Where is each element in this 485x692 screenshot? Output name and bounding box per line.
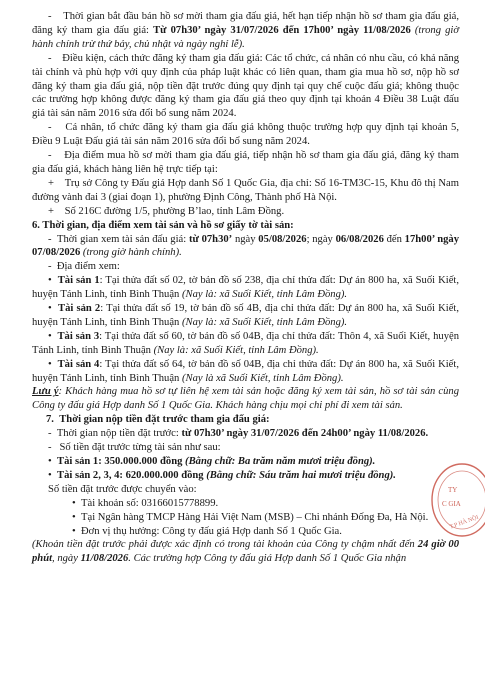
bullet-icon: • (72, 511, 82, 523)
beneficiary: • Đơn vị thụ hưởng: Công ty đấu giá Hợp danh Số 1 Quốc Gia. (72, 525, 342, 537)
deposit-asset-1: • Tài sản 1: 350.000.000 đồng (Bằng chữ: Ba trăm năm mươi triệu đồng). (48, 456, 376, 467)
section-6-heading: 6. Thời gian, địa điểm xem tài sản và hồ sơ giấy tờ tài sản: (32, 219, 294, 231)
bullet-icon: • (72, 525, 82, 537)
transfer-label: Số tiền đặt trước được chuyển vào: (48, 483, 197, 495)
viewing-note: Lưu ý: Khách hàng mua hồ sơ tự liên hệ xem tài sản hoặc đăng ký xem tài sản, hồ sơ tài sản cùng Công ty đấu giá Hợp danh Số 1 Quốc Gia. Khách hàng chịu mọi chi phí đi xem tài sản. (32, 386, 459, 412)
section-7-heading: 7. Thời gian nộp tiền đặt trước tham gia đấu giá: (46, 414, 270, 426)
account-number: • Tài khoản số: 03166015778899. (72, 497, 219, 509)
asset-3-location: • Tài sản 3: Tại thửa đất số 60, tờ bản đồ số 04B, địa chỉ thửa đất: Thôn 4, xã Suối Kiết, huyện Tánh Linh, tỉnh Bình Thuận (Nay là: xã Suối Kiết, tỉnh Lâm Đồng). (32, 330, 459, 356)
location-paragraph: - Địa điểm mua hồ sơ mời tham gia đấu giá, tiếp nhận hồ sơ tham gia đấu giá, đăng ký tham gia đấu giá, khách hàng liên hệ trực tiếp tại: (32, 150, 459, 175)
viewing-time-paragraph: - Thời gian xem tài sản đấu giá: từ 07h30’ ngày 05/08/2026; ngày 06/08/2026 đến 17h00’ ngày 07/08/2026 (trong giờ hành chính). (32, 233, 460, 259)
deposit-deadline-note: (Khoản tiền đặt trước phải được xác định có trong tài khoản của Công ty chậm nhất đến 24 giờ 00 phút, ngày 11/08/2026. Các trường hợp Công ty đấu giá Hợp danh Số 1 Quốc Gia nhận (32, 539, 460, 565)
company-seal-stamp (428, 462, 485, 540)
deposit-time-paragraph: - Thời gian nộp tiền đặt trước: từ 07h30’ ngày 31/07/2026 đến 24h00’ ngày 11/08/2026. (48, 428, 429, 440)
bullet-icon: • (72, 497, 82, 509)
bullet-icon: • (48, 303, 58, 315)
bullet-icon: • (48, 469, 58, 481)
deposit-amounts-label: - Số tiền đặt trước từng tài sản như sau: (48, 442, 221, 454)
svg-text:TY: TY (448, 486, 458, 494)
bullet-icon: • (48, 275, 58, 287)
registration-time-paragraph: - Thời gian bắt đầu bán hồ sơ mời tham gia đấu giá, hết hạn tiếp nhận hồ sơ tham gia đấu giá, đăng ký tham gia đấu giá: Từ 07h30’ ngày 31/07/2026 đến 17h00’ ngày 11/08/2026 (trong giờ hành chính trừ thứ bảy, chủ nhật và ngày nghỉ lễ). (32, 11, 459, 50)
bank-name: • Tại Ngân hàng TMCP Hàng Hải Việt Nam (MSB) – Chi nhánh Đống Đa, Hà Nội. (72, 511, 429, 523)
bullet-icon: • (48, 330, 58, 342)
bullet-icon: • (48, 358, 58, 370)
bullet-icon: • (48, 456, 58, 467)
deposit-asset-2-3-4: • Tài sản 2, 3, 4: 620.000.000 đồng (Bằng chữ: Sáu trăm hai mươi triệu đồng). (48, 469, 396, 481)
asset-2-location: • Tài sản 2: Tại thửa đất số 19, tờ bản đồ số 4B, địa chỉ thửa đất: Dự án 800 ha, xã Suối Kiết, huyện Tánh Linh, tỉnh Bình Thuận (Nay là: xã Suối Kiết, tỉnh Lâm Đồng). (32, 303, 459, 328)
headquarters-address: + Trụ sở Công ty Đấu giá Hợp danh Số 1 Quốc Gia, địa chỉ: Số 16-TM3C-15, Khu đô thị Nam đường vành đai 3 (giai đoạn 1), phường Định Công, Thành phố Hà Nội. (32, 177, 459, 203)
conditions-paragraph: - Điều kiện, cách thức đăng ký tham gia đấu giá: Các tổ chức, cá nhân có nhu cầu, có khả năng tài chính và phù hợp với quy định của pháp luật khác có liên quan, tham gia mua hồ sơ, nộp hồ sơ đăng ký tham gia đấu giá, nộp tiền đặt trước đúng quy định tại quy chế cuộc đấu giá; không thuộc các trường hợp không được đăng ký tham gia đấu giá theo quy định tại khoản 4 Điều 38 Luật đấu giá tài sản năm 2016 sửa đổi bổ sung năm 2024. (32, 52, 459, 120)
viewing-location-label: - Địa điểm xem: (48, 261, 120, 273)
svg-text:C GIA: C GIA (442, 500, 461, 508)
svg-text:T.P HÀ NỘI: T.P HÀ NỘI (449, 514, 480, 531)
asset-1-location: • Tài sản 1: Tại thửa đất số 02, tờ bản đồ số 238, địa chỉ thửa đất: Dự án 800 ha, xã Suối Kiết, huyện Tánh Linh, tỉnh Bình Thuận (Nay là: xã Suối Kiết, tỉnh Lâm Đồng). (32, 275, 459, 301)
branch-address: + Số 216C đường 1/5, phường B’lao, tỉnh Lâm Đồng. (48, 205, 285, 217)
seal-icon (428, 462, 485, 540)
exclusion-paragraph: - Cá nhân, tổ chức đăng ký tham gia đấu giá không thuộc trường hợp quy định tại khoản 5, Điều 9 Luật Đấu giá tài sản năm 2016 sửa đổi bổ sung năm 2024. (32, 122, 459, 148)
asset-4-location: • Tài sản 4: Tại thửa đất số 64, tờ bản đồ số 04B, địa chỉ thửa đất: Dự án 800 ha, xã Suối Kiết, huyện Tánh Linh, tỉnh Bình Thuận (Nay là xã Suối Kiết, tỉnh Lâm Đồng). (32, 358, 459, 384)
